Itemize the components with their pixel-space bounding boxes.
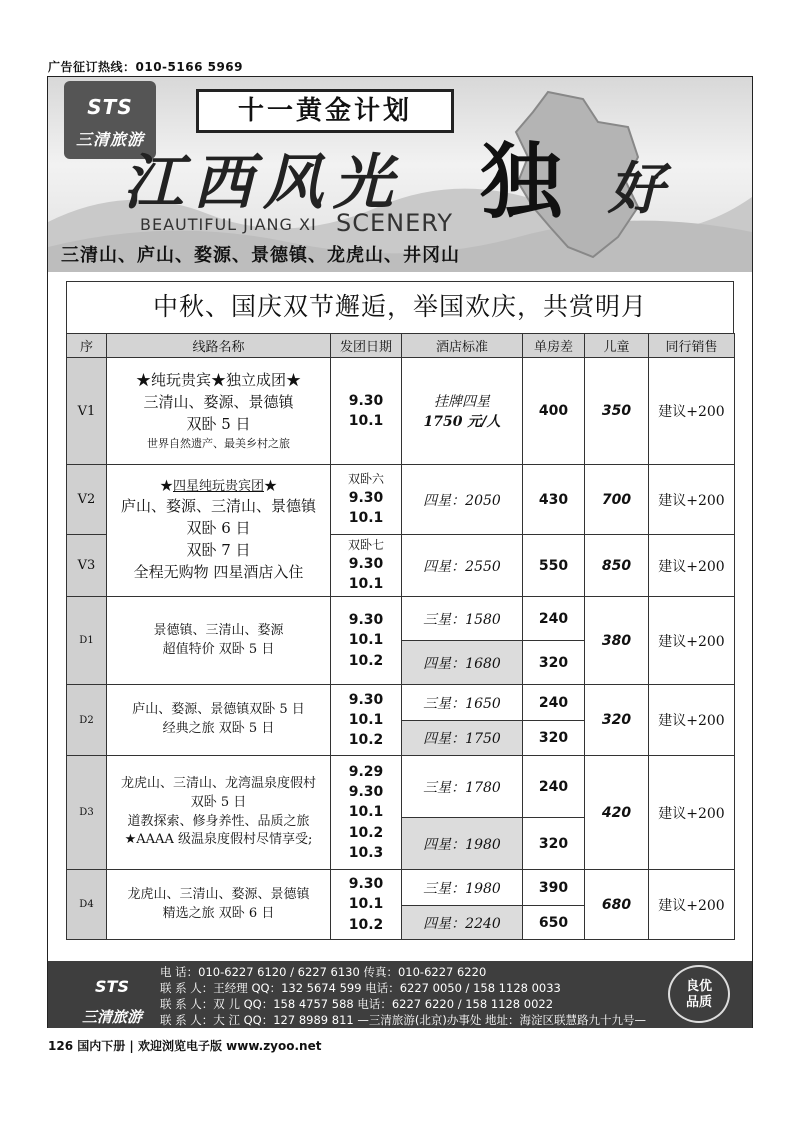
route-line: 道教探索、修身养性、品质之旅 [127,813,310,829]
date: 9.30 [348,392,384,409]
tour-price-table [66,333,735,940]
child-price: 680 [585,870,649,940]
date: 9.30 [348,784,384,801]
header-seq: 序 [67,334,107,358]
dates-cell [331,465,402,535]
footer-logo-cn: 三清旅游 [81,1008,142,1026]
single-supplement: 320 [523,641,585,685]
title-english-2: SCENERY [336,209,454,237]
child-price: 420 [585,756,649,870]
footer-logo-sts: STS [95,977,129,996]
title-english-1: BEAUTIFUL JIANG XI [140,215,317,234]
date: 9.30 [348,555,384,572]
row-seq: D4 [67,870,107,940]
hotel-line: 1750 元/人 [423,414,501,430]
date: 10.2 [348,732,384,749]
contact-lines [160,964,646,1028]
route-cell [107,465,331,597]
date: 9.29 [348,763,384,780]
single-supplement: 650 [523,906,585,940]
hotel-cell: 四星：2050 [402,465,523,535]
hotel-cell: 四星：2240 [402,906,523,940]
single-supplement: 240 [523,756,585,818]
route-line: 龙虎山、三清山、婺源、景德镇 [127,886,310,902]
single-supplement: 240 [523,685,585,721]
contact-line: 电 话：010-6227 6120 / 6227 6130 传真：010-6227 6220 [160,965,487,979]
route-line: 庐山、婺源、三清山、景德镇 [120,497,316,516]
route-line: 双卧 7 日 [186,540,251,559]
hotel-cell: 四星：1750 [402,721,523,756]
route-line: 双卧 5 日 [186,414,251,433]
trade-sale: 建议+200 [649,597,735,685]
route-cell [107,870,331,940]
table-row [67,358,735,465]
hotel-cell [402,358,523,465]
title-du: 独 [480,134,563,230]
route-line: 超值特价 双卧 5 日 [162,641,275,657]
table-row [67,870,735,906]
header-dates: 发团日期 [331,334,402,358]
contact-footer [48,961,752,1028]
title-hao: 好 [608,156,664,222]
row-seq: V3 [67,535,107,597]
dates-cell [331,685,402,756]
date: 10.1 [348,576,384,593]
hotel-cell: 四星：1980 [402,818,523,870]
logo-sts-text: STS [87,95,133,119]
route-line: 双卧 5 日 [190,794,247,810]
route-cell [107,756,331,870]
footer-logo [72,969,152,1027]
hotel-cell: 三星：1580 [402,597,523,641]
logo-cn-text: 三清旅游 [75,130,144,149]
date: 9.30 [348,612,384,629]
route-title: 四星纯玩贵宾团 [172,478,264,494]
single-supplement: 430 [523,465,585,535]
seal-text: 品质 [685,995,712,1010]
banner [48,77,752,272]
route-cell [107,685,331,756]
seal-text: 良优 [685,979,712,994]
single-supplement: 550 [523,535,585,597]
table-row [67,685,735,721]
trade-sale: 建议+200 [649,870,735,940]
header-child: 儿童 [585,334,649,358]
single-supplement: 320 [523,818,585,870]
child-price: 320 [585,685,649,756]
hotel-cell: 四星：1680 [402,641,523,685]
contact-line: 联 系 人：大 江 QQ：127 8989 811 —三清旅游(北京)办事处 地址：海淀区联慧路九十九号— [160,1013,646,1027]
table-row [67,465,735,535]
date: 10.2 [348,652,384,669]
route-line: 世界自然遗产、最美乡村之旅 [147,436,290,450]
single-supplement: 390 [523,870,585,906]
header-sale: 同行销售 [649,334,735,358]
header-route: 线路名称 [107,334,331,358]
hotel-cell: 三星：1780 [402,756,523,818]
route-line: 庐山、婺源、景德镇双卧 5 日 [132,702,305,718]
route-line: 经典之旅 双卧 5 日 [162,721,275,736]
date: 10.1 [348,896,384,913]
row-seq: D2 [67,685,107,756]
table-row [67,597,735,641]
title-main: 江西风光 [123,148,403,218]
header-hotel: 酒店标准 [402,334,523,358]
child-price: 380 [585,597,649,685]
row-seq: V2 [67,465,107,535]
contact-line: 联 系 人：双 儿 QQ：158 4757 588 电话：6227 6220 / 158 1128 0022 [160,997,554,1011]
trade-sale: 建议+200 [649,465,735,535]
table-header-row [67,334,735,358]
date: 10.3 [348,844,384,861]
row-seq: D1 [67,597,107,685]
destinations-line: 三清山、庐山、婺源、景德镇、龙虎山、井冈山 [61,245,460,266]
child-price: 350 [585,358,649,465]
hotel-cell: 四星：2550 [402,535,523,597]
route-line: ★AAAA 级温泉度假村尽情享受; [124,832,313,848]
child-price: 700 [585,465,649,535]
date-label: 双卧七 [347,537,384,552]
child-price: 850 [585,535,649,597]
route-line: ★纯玩贵宾★独立成团★ [135,371,301,390]
table-row [67,756,735,818]
hotel-cell: 三星：1980 [402,870,523,906]
single-supplement: 240 [523,597,585,641]
contact-line: 联 系 人：王经理 QQ：132 5674 599 电话：6227 0050 / 158 1128 0033 [160,981,561,995]
trade-sale: 建议+200 [649,756,735,870]
route-cell [107,358,331,465]
date: 10.1 [348,510,384,527]
route-line: 景德镇、三清山、婺源 [153,622,284,638]
dates-cell [331,756,402,870]
trade-sale: 建议+200 [649,685,735,756]
hotel-line: 挂牌四星 [434,394,490,410]
trade-sale: 建议+200 [649,535,735,597]
header-single: 单房差 [523,334,585,358]
dates-cell [331,535,402,597]
single-supplement: 320 [523,721,585,756]
headline: 中秋、国庆双节邂逅，举国欢庆，共赏明月 [66,281,734,333]
dates-cell [331,870,402,940]
dates-cell [331,597,402,685]
row-seq: D3 [67,756,107,870]
date: 10.2 [348,824,384,841]
route-line: 全程无购物 四星酒店入住 [133,562,304,581]
row-seq: V1 [67,358,107,465]
route-line: 精选之旅 双卧 6 日 [162,905,275,921]
date: 9.30 [348,876,384,893]
hotel-cell: 三星：1650 [402,685,523,721]
quality-seal-icon [668,965,730,1023]
date: 10.1 [348,413,384,429]
route-line: 三清山、婺源、景德镇 [143,393,294,412]
golden-plan-box: 十一黄金计划 [196,89,454,133]
date: 10.2 [348,916,384,933]
date: 10.1 [348,804,384,821]
date-label: 双卧六 [347,471,384,486]
route-line: 双卧 6 日 [186,519,251,538]
route-cell [107,597,331,685]
star-icon: ★ [159,478,173,494]
star-icon: ★ [264,478,278,494]
trade-sale: 建议+200 [649,358,735,465]
dates-cell [331,358,402,465]
date: 9.30 [348,691,384,708]
single-supplement: 400 [523,358,585,465]
date: 10.1 [348,711,384,728]
date: 9.30 [348,489,384,506]
page-footer-line: 126 国内下册 | 欢迎浏览电子版 www.zyoo.net [48,1039,322,1053]
ad-hotline: 广告征订热线：010-5166 5969 [48,60,244,74]
date: 10.1 [348,632,384,649]
route-line: 龙虎山、三清山、龙湾温泉度假村 [120,775,316,791]
